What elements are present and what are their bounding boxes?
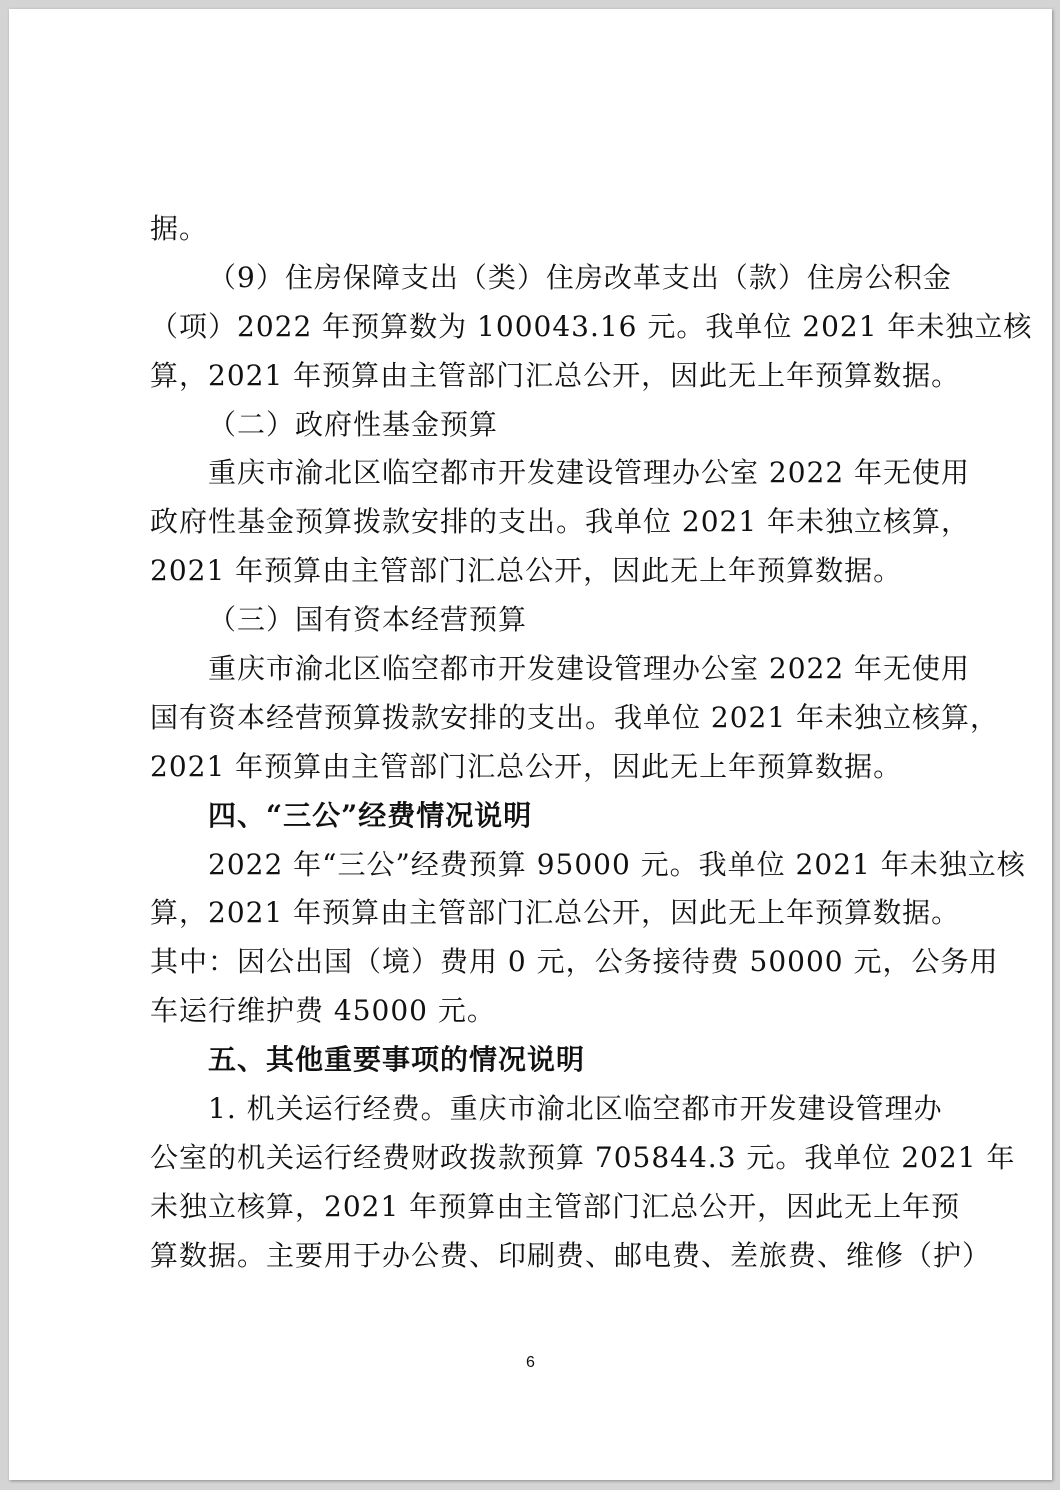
body-line: 车运行维护费 45000 元。	[150, 994, 496, 1028]
document-page	[9, 9, 1052, 1480]
body-line: 2021 年预算由主管部门汇总公开，因此无上年预算数据。	[150, 749, 903, 783]
section-heading: （三）国有资本经营预算	[208, 603, 528, 637]
body-line: 2022 年“三公”经费预算 95000 元。我单位 2021 年未独立核	[208, 847, 1026, 881]
body-line: 政府性基金预算拨款安排的支出。我单位 2021 年未独立核算，	[150, 505, 971, 539]
body-line: 据。	[150, 212, 209, 245]
body-line: 算，2021 年预算由主管部门汇总公开，因此无上年预算数据。	[150, 358, 961, 392]
section-heading: 五、其他重要事项的情况说明	[208, 1043, 586, 1077]
body-line: 重庆市渝北区临空都市开发建设管理办公室 2022 年无使用	[208, 456, 971, 490]
body-line: 2021 年预算由主管部门汇总公开，因此无上年预算数据。	[150, 554, 903, 588]
document-body	[150, 205, 1033, 1281]
body-line: 算，2021 年预算由主管部门汇总公开，因此无上年预算数据。	[150, 896, 961, 930]
body-line: 算数据。主要用于办公费、印刷费、邮电费、差旅费、维修（护）	[150, 1238, 992, 1272]
body-line: 1. 机关运行经费。重庆市渝北区临空都市开发建设管理办	[208, 1092, 943, 1126]
body-line: 其中：因公出国（境）费用 0 元，公务接待费 50000 元，公务用	[150, 945, 999, 979]
section-heading: （二）政府性基金预算	[208, 407, 499, 441]
body-line: （9）住房保障支出（类）住房改革支出（款）住房公积金	[208, 260, 952, 294]
body-line: 国有资本经营预算拨款安排的支出。我单位 2021 年未独立核算，	[150, 700, 1000, 734]
body-line: 重庆市渝北区临空都市开发建设管理办公室 2022 年无使用	[208, 652, 971, 686]
body-line: 公室的机关运行经费财政拨款预算 705844.3 元。我单位 2021 年	[150, 1140, 1016, 1174]
body-line: （项）2022 年预算数为 100043.16 元。我单位 2021 年未独立核	[150, 309, 1033, 343]
body-line: 未独立核算，2021 年预算由主管部门汇总公开，因此无上年预	[150, 1189, 961, 1223]
page-number: 6	[526, 1354, 535, 1371]
section-heading: 四、“三公”经费情况说明	[208, 798, 533, 832]
